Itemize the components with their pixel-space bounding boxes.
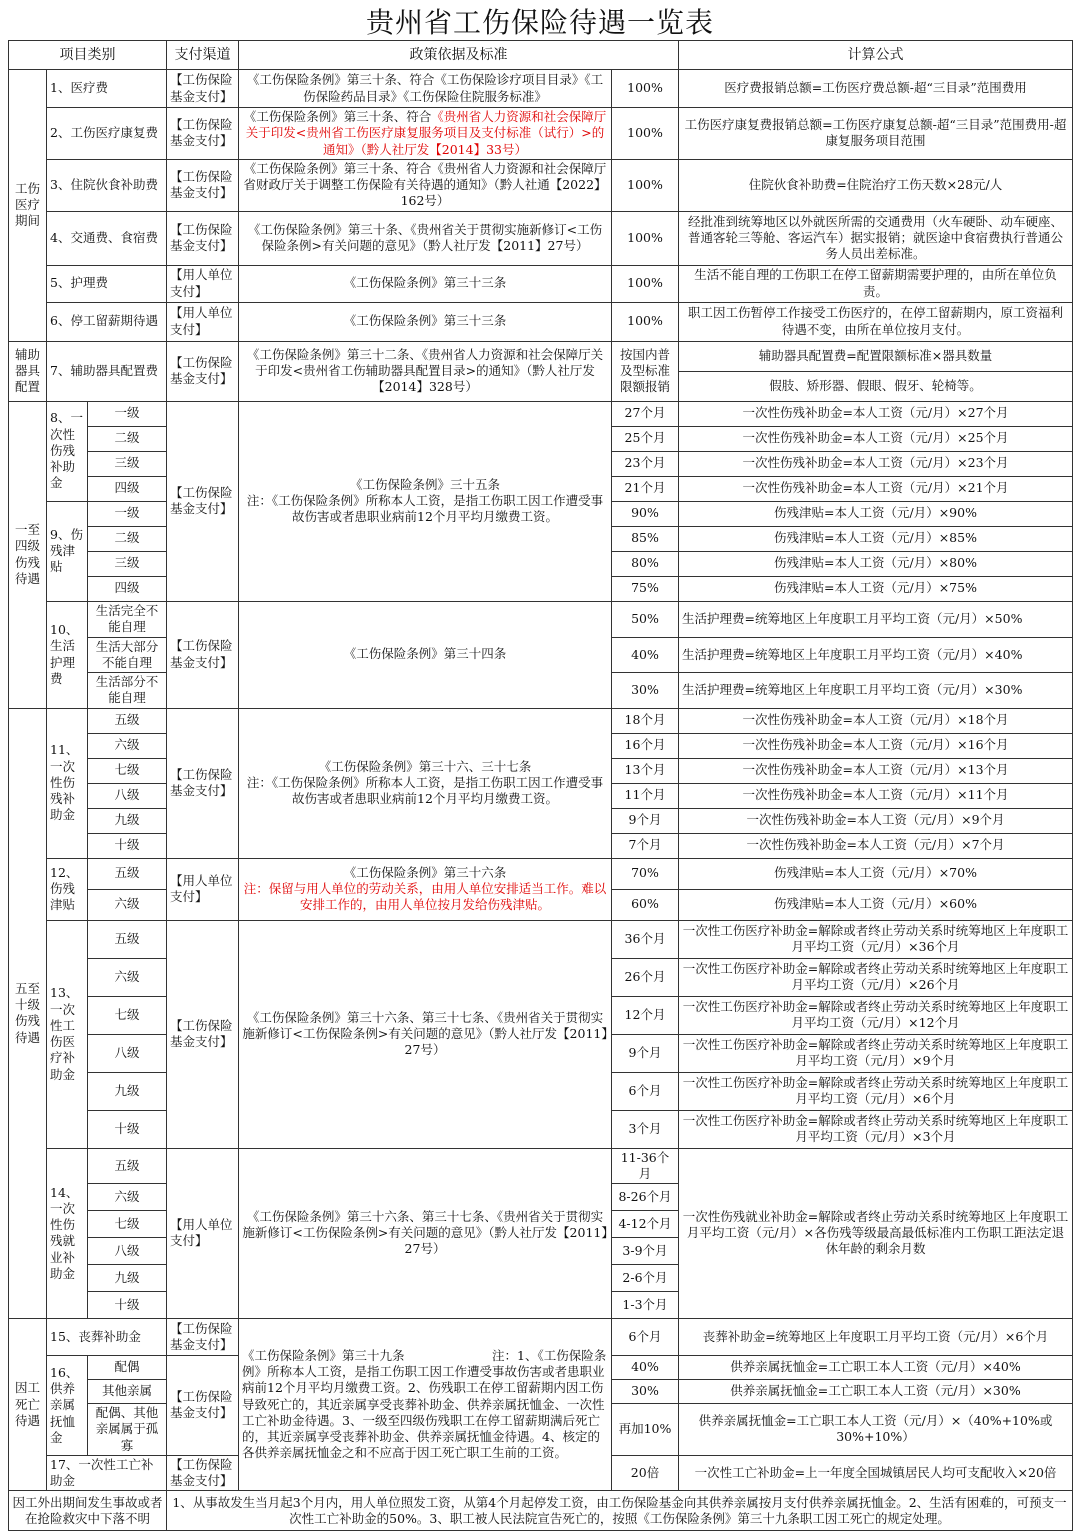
rate: 11个月 bbox=[612, 783, 679, 808]
level: 十级 bbox=[88, 833, 167, 858]
formula: 一次性伤残补助金=本人工资（元/月）×9个月 bbox=[679, 808, 1073, 833]
formula: 一次性工伤医疗补助金=解除或者终止劳动关系时统筹地区上年度职工月平均工资（元/月）×26个月 bbox=[679, 958, 1073, 996]
table-row bbox=[9, 265, 1073, 302]
page-title: 贵州省工伤保险待遇一览表 bbox=[365, 6, 714, 39]
section-label: 因工死亡待遇 bbox=[9, 1319, 47, 1491]
policy-text: 《工伤保险条例》第三十三条 bbox=[239, 302, 612, 341]
formula: 供养亲属抚恤金=工亡职工本人工资（元/月）×40% bbox=[679, 1356, 1073, 1380]
formula: 一次性工伤医疗补助金=解除或者终止劳动关系时统筹地区上年度职工月平均工资（元/月）×36个月 bbox=[679, 920, 1073, 958]
section-label: 一至四级伤残待遇 bbox=[9, 401, 47, 708]
pay-channel: 【工伤保险基金支付】 bbox=[167, 211, 239, 265]
level: 四级 bbox=[88, 576, 167, 601]
formula: 一次性工亡补助金=上一年度全国城镇居民人均可支配收入×20倍 bbox=[679, 1455, 1073, 1491]
item-name: 8、一次性伤残补助金 bbox=[47, 401, 88, 501]
item-name: 11、一次性伤残补助金 bbox=[47, 708, 88, 858]
level: 五级 bbox=[88, 858, 167, 889]
formula: 一次性伤残补助金=本人工资（元/月）×23个月 bbox=[679, 451, 1073, 476]
formula: 职工因工伤暂停工作接受工伤医疗的，在停工留薪期内，原工资福利待遇不变，由所在单位按月支付。 bbox=[679, 302, 1073, 341]
level: 其他亲属 bbox=[88, 1380, 167, 1404]
formula: 一次性伤残补助金=本人工资（元/月）×25个月 bbox=[679, 426, 1073, 451]
table-row bbox=[9, 920, 1073, 958]
rate: 3个月 bbox=[612, 1110, 679, 1148]
rate: 30% bbox=[612, 1380, 679, 1404]
footer-row bbox=[9, 1491, 1073, 1531]
section-label: 五至十级伤残待遇 bbox=[9, 708, 47, 1319]
level: 一级 bbox=[88, 501, 167, 526]
rate: 85% bbox=[612, 526, 679, 551]
rate: 12个月 bbox=[612, 996, 679, 1034]
formula: 一次性工伤医疗补助金=解除或者终止劳动关系时统筹地区上年度职工月平均工资（元/月）×12个月 bbox=[679, 996, 1073, 1034]
rate: 9个月 bbox=[612, 1034, 679, 1072]
pay-channel: 【工伤保险基金支付】 bbox=[167, 1356, 239, 1456]
rate: 100% bbox=[612, 70, 679, 108]
policy-text: 《工伤保险条例》第三十六条、第三十七条、《贵州省关于贯彻实施新修订<工伤保险条例>有关问题的意见》（黔人社厅发【2011】27号） bbox=[239, 1148, 612, 1319]
formula: 经批准到统筹地区以外就医所需的交通费用（火车硬卧、动车硬座、普通客轮三等舱、客运汽车）据实报销；就医途中食宿费执行普通公务人员出差标准。 bbox=[679, 211, 1073, 265]
policy-text: 《工伤保险条例》第三十四条 bbox=[239, 601, 612, 708]
rate: 100% bbox=[612, 108, 679, 160]
rate: 30% bbox=[612, 673, 679, 709]
rate: 80% bbox=[612, 551, 679, 576]
pay-channel: 【用人单位支付】 bbox=[167, 302, 239, 341]
formula: 丧葬补助金=统筹地区上年度职工月平均工资（元/月）×6个月 bbox=[679, 1319, 1073, 1356]
rate: 16个月 bbox=[612, 733, 679, 758]
policy-title: 《工伤保险条例》第三十六、三十七条 bbox=[318, 758, 532, 774]
header-row bbox=[9, 41, 1073, 70]
level: 六级 bbox=[88, 958, 167, 996]
formula: 一次性工伤医疗补助金=解除或者终止劳动关系时统筹地区上年度职工月平均工资（元/月）×9个月 bbox=[679, 1034, 1073, 1072]
section-label: 工伤医疗期间 bbox=[9, 70, 47, 342]
rate: 50% bbox=[612, 601, 679, 637]
rate: 23个月 bbox=[612, 451, 679, 476]
rate: 60% bbox=[612, 889, 679, 920]
table-row bbox=[9, 341, 1073, 371]
formula: 工伤医疗康复费报销总额=工伤医疗康复总额-超“三目录”范围费用-超康复服务项目范围 bbox=[679, 108, 1073, 160]
pay-channel: 【工伤保险基金支付】 bbox=[167, 341, 239, 401]
formula: 医疗费报销总额=工伤医疗费总额-超“三目录”范围费用 bbox=[679, 70, 1073, 108]
rate: 7个月 bbox=[612, 833, 679, 858]
item-name: 2、工伤医疗康复费 bbox=[47, 108, 167, 160]
item-name: 5、护理费 bbox=[47, 265, 167, 302]
level: 配偶 bbox=[88, 1356, 167, 1380]
rate: 2-6个月 bbox=[612, 1265, 679, 1292]
table-row bbox=[9, 708, 1073, 733]
formula: 生活护理费=统筹地区上年度职工月平均工资（元/月）×50% bbox=[679, 601, 1073, 637]
rate: 11-36个月 bbox=[612, 1148, 679, 1184]
level: 五级 bbox=[88, 920, 167, 958]
pay-channel: 【工伤保险基金支付】 bbox=[167, 1319, 239, 1356]
table-row bbox=[9, 159, 1073, 211]
formula: 辅助器具配置费=配置限额标准×器具数量 bbox=[679, 341, 1073, 371]
policy-text-highlight: 《贵州省人力资源和社会保障厅关于印发<贵州省工伤医疗康复服务项目及支付标准（试行）>的通知》（黔人社厅发【2014】33号） bbox=[245, 109, 607, 157]
pay-channel: 【工伤保险基金支付】 bbox=[167, 108, 239, 160]
rate: 100% bbox=[612, 159, 679, 211]
formula: 一次性伤残补助金=本人工资（元/月）×13个月 bbox=[679, 758, 1073, 783]
formula: 一次性伤残补助金=本人工资（元/月）×7个月 bbox=[679, 833, 1073, 858]
section-label: 辅助器具配置 bbox=[9, 341, 47, 401]
header-policy: 政策依据及标准 bbox=[239, 41, 679, 70]
header-formula: 计算公式 bbox=[679, 41, 1073, 70]
rate: 100% bbox=[612, 302, 679, 341]
formula: 一次性伤残补助金=本人工资（元/月）×16个月 bbox=[679, 733, 1073, 758]
item-name: 12、伤残津贴 bbox=[47, 858, 88, 920]
item-name: 16、供养亲属抚恤金 bbox=[47, 1356, 88, 1456]
item-name: 3、住院伙食补助费 bbox=[47, 159, 167, 211]
pay-channel: 【工伤保险基金支付】 bbox=[167, 1455, 239, 1491]
formula: 伤残津贴=本人工资（元/月）×75% bbox=[679, 576, 1073, 601]
formula: 一次性伤残补助金=本人工资（元/月）×18个月 bbox=[679, 708, 1073, 733]
pay-channel: 【用人单位支付】 bbox=[167, 265, 239, 302]
rate: 90% bbox=[612, 501, 679, 526]
level: 七级 bbox=[88, 996, 167, 1034]
formula: 一次性伤残补助金=本人工资（元/月）×27个月 bbox=[679, 401, 1073, 426]
policy-note: 注：保留与用人单位的劳动关系，由用人单位安排适当工作。难以安排工作的，由用人单位按月发给伤残津贴。 bbox=[243, 880, 607, 913]
table-row bbox=[9, 108, 1073, 160]
header-channel: 支付渠道 bbox=[167, 41, 239, 70]
formula: 一次性伤残补助金=本人工资（元/月）×21个月 bbox=[679, 476, 1073, 501]
formula: 一次性伤残补助金=本人工资（元/月）×11个月 bbox=[679, 783, 1073, 808]
level: 二级 bbox=[88, 426, 167, 451]
item-name: 9、伤残津贴 bbox=[47, 501, 88, 601]
level: 七级 bbox=[88, 1211, 167, 1238]
level: 九级 bbox=[88, 1072, 167, 1110]
formula: 伤残津贴=本人工资（元/月）×70% bbox=[679, 858, 1073, 889]
level: 配偶、其他亲属属于孤寡 bbox=[88, 1404, 167, 1456]
policy-text: 《工伤保险条例》第三十三条 bbox=[239, 265, 612, 302]
level: 生活完全不能自理 bbox=[88, 601, 167, 637]
rate: 25个月 bbox=[612, 426, 679, 451]
header-category: 项目类别 bbox=[9, 41, 167, 70]
policy-text bbox=[239, 108, 612, 160]
level: 十级 bbox=[88, 1292, 167, 1319]
pay-channel: 【用人单位支付】 bbox=[167, 858, 239, 920]
formula: 生活不能自理的工伤职工在停工留薪期需要护理的，由所在单位负责。 bbox=[679, 265, 1073, 302]
policy-text bbox=[239, 401, 612, 601]
rate: 18个月 bbox=[612, 708, 679, 733]
table-row bbox=[9, 401, 1073, 426]
table-row bbox=[9, 211, 1073, 265]
formula: 一次性工伤医疗补助金=解除或者终止劳动关系时统筹地区上年度职工月平均工资（元/月）×6个月 bbox=[679, 1072, 1073, 1110]
policy-note: 注：《工伤保险条例》所称本人工资，是指工伤职工因工作遭受事故伤害或者患职业病前12个月平均月缴费工资。 bbox=[246, 492, 604, 525]
formula: 伤残津贴=本人工资（元/月）×85% bbox=[679, 526, 1073, 551]
table-row bbox=[9, 70, 1073, 108]
rate: 27个月 bbox=[612, 401, 679, 426]
rate: 再加10% bbox=[612, 1404, 679, 1456]
footer-label: 因工外出期间发生事故或者在抢险救灾中下落不明 bbox=[9, 1491, 167, 1531]
level: 八级 bbox=[88, 783, 167, 808]
formula: 伤残津贴=本人工资（元/月）×60% bbox=[679, 889, 1073, 920]
table-row bbox=[9, 601, 1073, 637]
rate: 36个月 bbox=[612, 920, 679, 958]
policy-text: 《工伤保险条例》第三十六条、第三十七条、《贵州省关于贯彻实施新修订<工伤保险条例>有关问题的意见》（黔人社厅发【2011】27号） bbox=[239, 920, 612, 1148]
rate: 40% bbox=[612, 1356, 679, 1380]
rate: 100% bbox=[612, 211, 679, 265]
rate: 6个月 bbox=[612, 1319, 679, 1356]
policy-text bbox=[239, 708, 612, 858]
item-name: 10、生活护理费 bbox=[47, 601, 88, 708]
policy-text: 《工伤保险条例》第三十条、《贵州省关于贯彻实施新修订<工伤保险条例>有关问题的意见》（黔人社厅发【2011】27号） bbox=[239, 211, 612, 265]
pay-channel: 【工伤保险基金支付】 bbox=[167, 708, 239, 858]
item-name: 6、停工留薪期待遇 bbox=[47, 302, 167, 341]
rate: 9个月 bbox=[612, 808, 679, 833]
rate: 75% bbox=[612, 576, 679, 601]
policy-title: 《工伤保险条例》三十五条 bbox=[349, 476, 500, 492]
table-row bbox=[9, 858, 1073, 889]
item-name: 1、医疗费 bbox=[47, 70, 167, 108]
level: 三级 bbox=[88, 551, 167, 576]
policy-text: 《工伤保险条例》第三十九条 注：1、《工伤保险条例》所称本人工资，是指工伤职工因工作遭受事故伤害或者患职业病前12个月平均月缴费工资。2、伤残职工在停工留薪期内因工伤导致死亡的，其近亲属享受丧葬补助金、供养亲属抚恤金、一次性工亡补助金待遇。3、一级至四级伤残职工在停工留薪期满后死亡的，其近亲属享受丧葬补助金、供养亲属抚恤金待遇。4、核定的各供养亲属抚恤金之和不应高于因工死亡职工生前的工资。 bbox=[239, 1319, 612, 1491]
rate: 3-9个月 bbox=[612, 1238, 679, 1265]
formula: 假肢、矫形器、假眼、假牙、轮椅等。 bbox=[679, 371, 1073, 401]
benefits-table bbox=[8, 40, 1073, 1531]
level: 五级 bbox=[88, 1148, 167, 1184]
policy-text: 《工伤保险条例》第三十条、符合《贵州省人力资源和社会保障厅 省财政厅关于调整工伤保险有关待遇的通知》（黔人社通【2022】162号） bbox=[239, 159, 612, 211]
pay-channel: 【工伤保险基金支付】 bbox=[167, 159, 239, 211]
policy-text-part: 《工伤保险条例》第三十条、符合 bbox=[243, 109, 432, 124]
footer-text: 1、从事故发生当月起3个月内，用人单位照发工资，从第4个月起停发工资，由工伤保险基金向其供养亲属按月支付供养亲属抚恤金。2、生活有困难的，可预支一次性工亡补助金的50%。3、职工被人民法院宣告死亡的，按照《工伤保险条例》第三十九条职工因工死亡的规定处理。 bbox=[167, 1491, 1073, 1531]
table-row bbox=[9, 1148, 1073, 1184]
pay-channel: 【工伤保险基金支付】 bbox=[167, 601, 239, 708]
level: 一级 bbox=[88, 401, 167, 426]
formula: 生活护理费=统筹地区上年度职工月平均工资（元/月）×30% bbox=[679, 673, 1073, 709]
level: 九级 bbox=[88, 808, 167, 833]
policy-note: 注：《工伤保险条例》所称本人工资，是指工伤职工因工作遭受事故伤害或者患职业病前12个月平均月缴费工资。 bbox=[246, 774, 604, 807]
item-name: 13、一次性工伤医疗补助金 bbox=[47, 920, 88, 1148]
level: 六级 bbox=[88, 1184, 167, 1211]
item-name: 15、丧葬补助金 bbox=[47, 1319, 167, 1356]
level: 二级 bbox=[88, 526, 167, 551]
policy-text: 《工伤保险条例》第三十二条、《贵州省人力资源和社会保障厅关于印发<贵州省工伤辅助器具配置目录>的通知》（黔人社厅发【2014】328号） bbox=[239, 341, 612, 401]
formula: 一次性工伤医疗补助金=解除或者终止劳动关系时统筹地区上年度职工月平均工资（元/月）×3个月 bbox=[679, 1110, 1073, 1148]
formula: 伤残津贴=本人工资（元/月）×90% bbox=[679, 501, 1073, 526]
level: 六级 bbox=[88, 889, 167, 920]
level: 生活部分不能自理 bbox=[88, 673, 167, 709]
formula: 供养亲属抚恤金=工亡职工本人工资（元/月）×30% bbox=[679, 1380, 1073, 1404]
item-name: 14、一次性伤残就业补助金 bbox=[47, 1148, 88, 1319]
item-name: 7、辅助器具配置费 bbox=[47, 341, 167, 401]
formula: 供养亲属抚恤金=工亡职工本人工资（元/月）×（40%+10%或30%+10%） bbox=[679, 1404, 1073, 1456]
rate: 按国内普及型标准限额报销 bbox=[612, 341, 679, 401]
item-name: 17、一次性工亡补助金 bbox=[47, 1455, 167, 1491]
rate: 8-26个月 bbox=[612, 1184, 679, 1211]
formula: 一次性伤残就业补助金=解除或者终止劳动关系时统筹地区上年度职工月平均工资（元/月）×各伤残等级最高最低标准内工伤职工距法定退休年龄的剩余月数 bbox=[679, 1148, 1073, 1319]
level: 五级 bbox=[88, 708, 167, 733]
level: 六级 bbox=[88, 733, 167, 758]
level: 生活大部分不能自理 bbox=[88, 637, 167, 673]
rate: 40% bbox=[612, 637, 679, 673]
policy-text bbox=[239, 858, 612, 920]
rate: 26个月 bbox=[612, 958, 679, 996]
level: 八级 bbox=[88, 1034, 167, 1072]
rate: 70% bbox=[612, 858, 679, 889]
table-row bbox=[9, 302, 1073, 341]
level: 八级 bbox=[88, 1238, 167, 1265]
pay-channel: 【工伤保险基金支付】 bbox=[167, 920, 239, 1148]
formula: 住院伙食补助费=住院治疗工伤天数×28元/人 bbox=[679, 159, 1073, 211]
rate: 13个月 bbox=[612, 758, 679, 783]
pay-channel: 【工伤保险基金支付】 bbox=[167, 401, 239, 601]
rate: 100% bbox=[612, 265, 679, 302]
rate: 6个月 bbox=[612, 1072, 679, 1110]
formula: 生活护理费=统筹地区上年度职工月平均工资（元/月）×40% bbox=[679, 637, 1073, 673]
rate: 1-3个月 bbox=[612, 1292, 679, 1319]
policy-text: 《工伤保险条例》第三十条、符合《工伤保险诊疗项目目录》《工伤保险药品目录》《工伤保险住院服务标准》 bbox=[239, 70, 612, 108]
level: 七级 bbox=[88, 758, 167, 783]
pay-channel: 【工伤保险基金支付】 bbox=[167, 70, 239, 108]
pay-channel: 【用人单位支付】 bbox=[167, 1148, 239, 1319]
table-row bbox=[9, 1319, 1073, 1356]
item-name: 4、交通费、食宿费 bbox=[47, 211, 167, 265]
rate: 20倍 bbox=[612, 1455, 679, 1491]
rate: 21个月 bbox=[612, 476, 679, 501]
level: 九级 bbox=[88, 1265, 167, 1292]
formula: 伤残津贴=本人工资（元/月）×80% bbox=[679, 551, 1073, 576]
level: 十级 bbox=[88, 1110, 167, 1148]
policy-title: 《工伤保险条例》第三十六条 bbox=[343, 864, 507, 880]
level: 三级 bbox=[88, 451, 167, 476]
level: 四级 bbox=[88, 476, 167, 501]
rate: 4-12个月 bbox=[612, 1211, 679, 1238]
